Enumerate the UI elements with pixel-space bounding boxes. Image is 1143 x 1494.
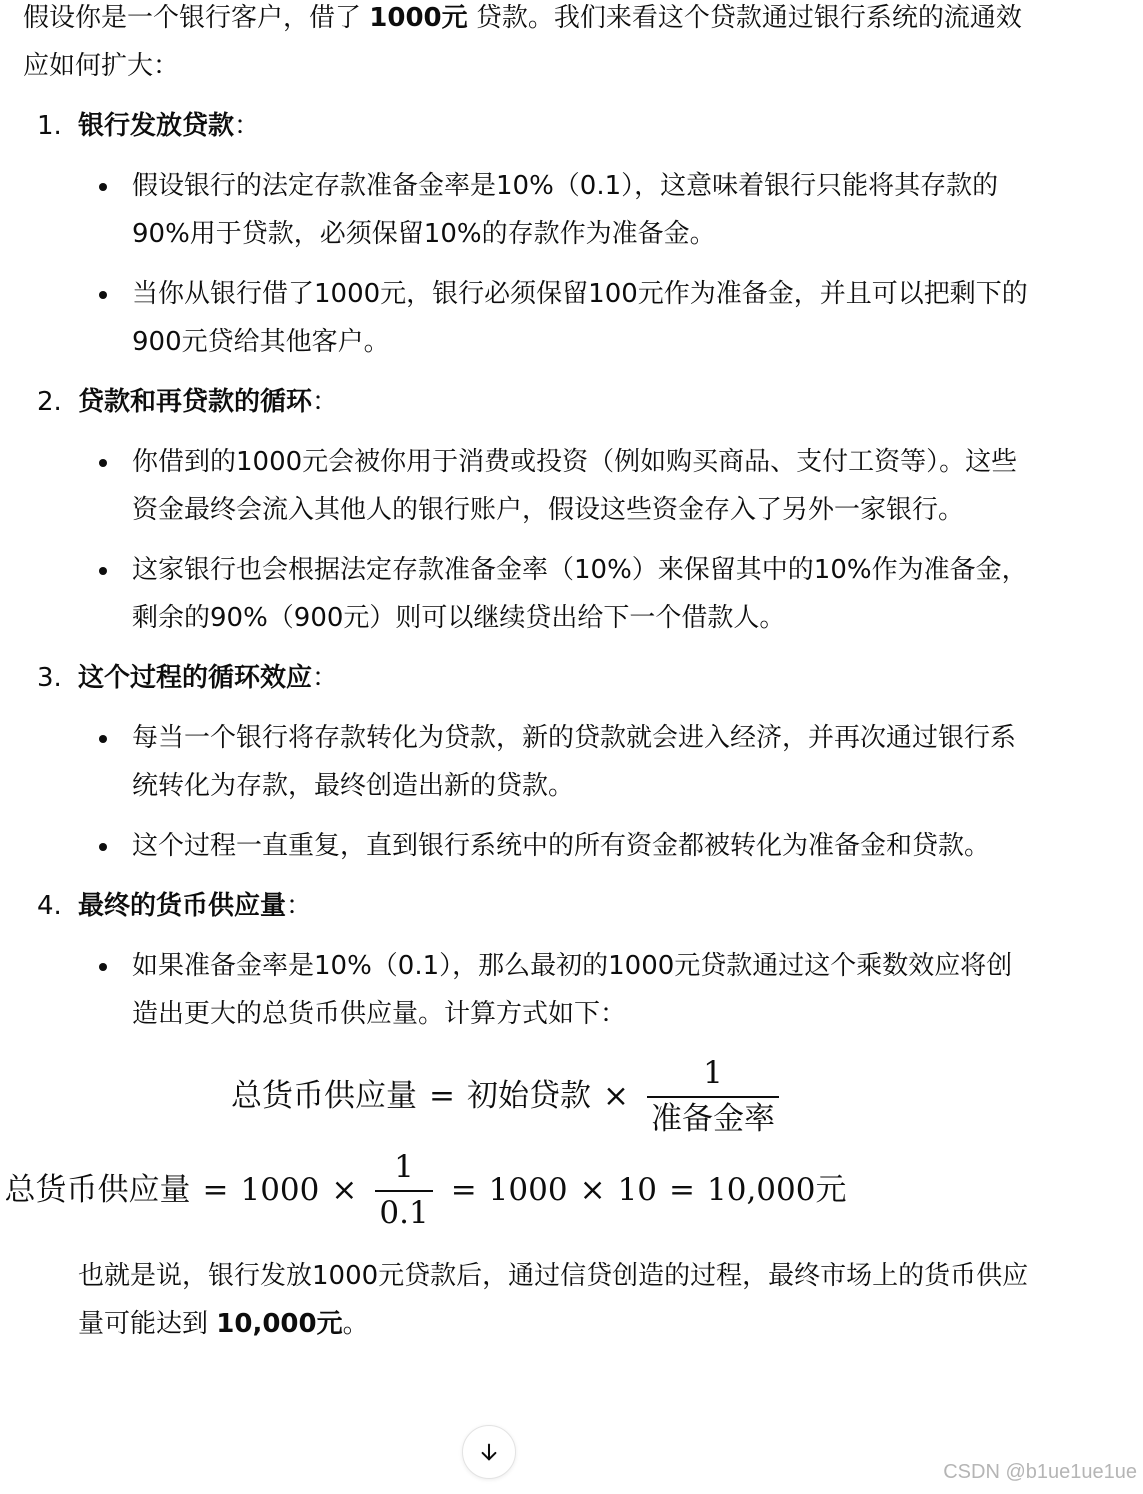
step-heading [78,654,1033,702]
step-colon: ： [312,663,339,693]
scroll-to-bottom-button[interactable] [462,1425,516,1479]
intro-amount: 1000元 [369,3,468,33]
step-item [23,378,1033,642]
intro-text-2: 贷款。我们来看这个贷款通过银行系统的流通效应如何扩大： [23,3,1022,81]
equals-sign: = [429,1078,455,1115]
step-heading [78,102,1033,150]
bullet-item: 如果准备金率是10%（0.1），那么最初的1000元贷款通过这个乘数效应将创造出更大的总货币供应量。计算方式如下： [78,942,1033,1038]
fraction-numerator: 1 [394,1149,414,1186]
equals-sign: = [202,1172,229,1209]
step-number: 1. [37,111,62,141]
intro-paragraph [23,0,1033,90]
step-title: 最终的货币供应量 [78,891,287,921]
step-colon: ： [234,111,261,141]
step-bullets [78,714,1033,870]
fraction-denominator: 0.1 [375,1190,432,1230]
fraction [375,1150,432,1230]
step-heading [78,378,1033,426]
fraction-numerator: 1 [703,1055,723,1091]
message-content [4,0,1033,1348]
step-bullets [78,438,1033,642]
times-sign: × [331,1172,358,1209]
formula-term: 初始贷款 [467,1078,591,1115]
fraction [647,1056,779,1136]
step-heading [78,882,1033,930]
conclusion-paragraph [78,1252,1033,1348]
conclusion-text-1: 也就是说，银行发放1000元贷款后，通过信贷创造的过程，最终市场上的货币供应量可能达到 [78,1261,1029,1340]
conclusion-amount: 10,000元 [216,1309,343,1340]
step-title: 这个过程的循环效应 [78,663,313,693]
intro-text-1: 假设你是一个银行客户，借了 [23,3,370,33]
formula-lhs: 总货币供应量 [231,1078,418,1115]
times-sign: × [579,1172,606,1209]
formula-computed [0,1150,1033,1230]
formula-general [0,1056,1033,1136]
step-number: 3. [37,663,62,693]
step-bullets [78,942,1033,1038]
formula-result: 10,000元 [707,1172,847,1209]
step-bullets [78,162,1033,366]
bullet-item: 这家银行也会根据法定存款准备金率（10%）来保留其中的10%作为准备金，剩余的90%（900元）则可以继续贷出给下一个借款人。 [78,546,1033,642]
bullet-item: 每当一个银行将存款转化为贷款，新的贷款就会进入经济，并再次通过银行系统转化为存款，最终创造出新的贷款。 [78,714,1033,810]
times-sign: × [603,1078,629,1115]
step-item [23,654,1033,870]
formula-lhs: 总货币供应量 [4,1172,191,1209]
bullet-item: 当你从银行借了1000元，银行必须保留100元作为准备金，并且可以把剩下的900元贷给其他客户。 [78,270,1033,366]
bullet-item: 这个过程一直重复，直到银行系统中的所有资金都被转化为准备金和贷款。 [78,822,1033,870]
step-item [23,102,1033,366]
fraction-denominator: 准备金率 [647,1096,779,1136]
formula-value: 1000 [240,1172,320,1209]
arrow-down-icon [478,1441,500,1463]
step-title: 贷款和再贷款的循环 [78,387,313,417]
formula-value: 1000 [488,1172,568,1209]
equals-sign: = [450,1172,477,1209]
bullet-item: 假设银行的法定存款准备金率是10%（0.1），这意味着银行只能将其存款的90%用于贷款，必须保留10%的存款作为准备金。 [78,162,1033,258]
step-item [4,882,1033,1232]
step-colon: ： [312,387,339,417]
step-number: 4. [37,891,62,921]
steps-list [4,102,1033,1232]
step-colon: ： [286,891,313,921]
formula-value: 10 [617,1172,658,1209]
watermark: CSDN @b1ue1ue1ue [943,1461,1137,1483]
step-number: 2. [37,387,62,417]
equals-sign: = [669,1172,695,1209]
conclusion-text-2: 。 [342,1309,369,1340]
bullet-item: 你借到的1000元会被你用于消费或投资（例如购买商品、支付工资等）。这些资金最终会流入其他人的银行账户，假设这些资金存入了另外一家银行。 [78,438,1033,534]
step-title: 银行发放贷款 [78,111,235,141]
